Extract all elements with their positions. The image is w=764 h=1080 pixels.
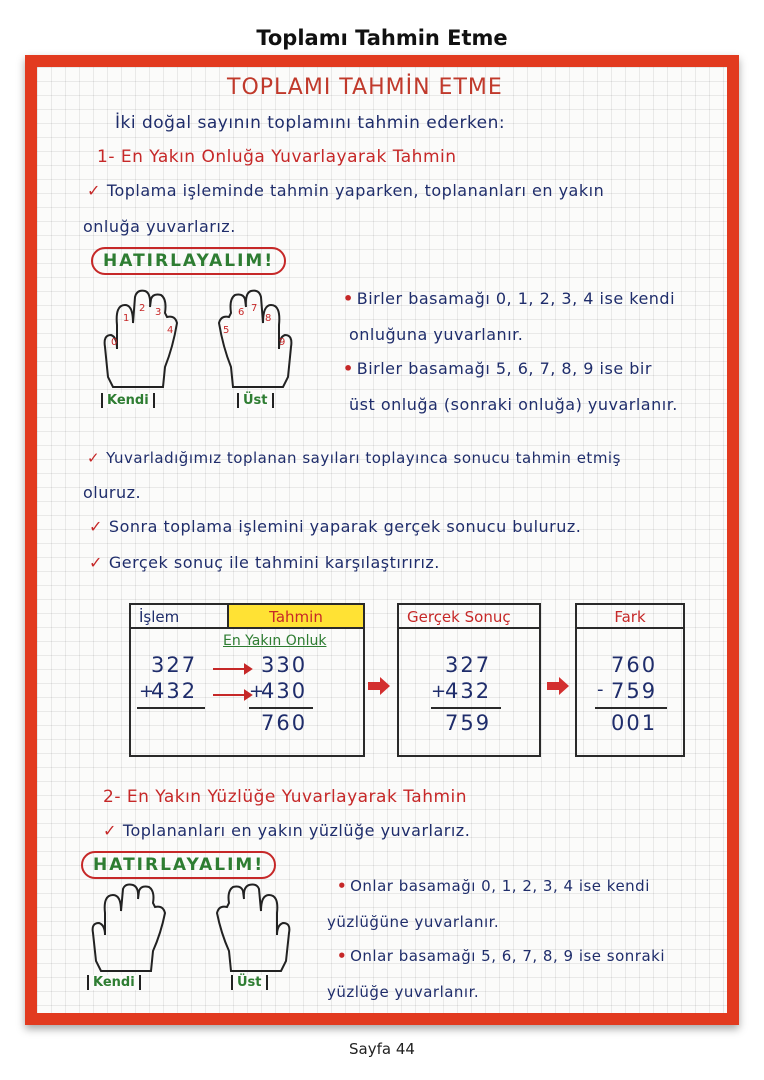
real-sum: 759 bbox=[445, 711, 492, 735]
step-text: Gerçek sonuç ile tahmini karşılaştırırız. bbox=[108, 553, 440, 572]
rule-text: Toplananları en yakın yüzlüğe yuvarlarız. bbox=[122, 821, 471, 840]
rounding-label: En Yakın Onluk bbox=[223, 633, 327, 649]
right-finger-8: 8 bbox=[265, 313, 272, 324]
minus-sign: - bbox=[597, 679, 606, 700]
left-finger-1: 1 bbox=[123, 313, 130, 324]
plus-sign: + bbox=[139, 681, 157, 702]
right-hand-label-1: Üst bbox=[237, 393, 274, 408]
plus-sign: + bbox=[249, 681, 267, 702]
section1-rule-line1 bbox=[87, 181, 604, 200]
bullet-dot: • bbox=[343, 359, 354, 378]
section1-rule-line2: onluğa yuvarlarız. bbox=[83, 217, 236, 236]
sum-line bbox=[431, 707, 501, 709]
col-fark: Fark bbox=[577, 605, 683, 629]
section2-rule bbox=[103, 821, 470, 840]
left-hand-label-1: Kendi bbox=[101, 393, 155, 408]
left-finger-4: 4 bbox=[167, 325, 174, 336]
right-hand-label-2: Üst bbox=[231, 975, 268, 990]
reminder-badge-2: HATIRLAYALIM! bbox=[81, 851, 276, 879]
diff-minuend: 760 bbox=[611, 653, 658, 677]
addend-1: 327 bbox=[151, 653, 198, 677]
s2-bullet2-line1 bbox=[337, 947, 665, 965]
right-finger-6: 6 bbox=[238, 307, 245, 318]
estimate-table bbox=[129, 603, 365, 757]
page-title: Toplamı Tahmin Etme bbox=[256, 26, 508, 50]
notebook-page bbox=[37, 67, 727, 1013]
bullet-dot: • bbox=[343, 289, 354, 308]
bullet1-line2: onluğuna yuvarlanır. bbox=[349, 325, 524, 344]
left-hand-label-2: Kendi bbox=[87, 975, 141, 990]
check-icon: ✓ bbox=[89, 517, 103, 536]
left-hand-icon bbox=[93, 885, 165, 972]
bullet2-line2: üst onluğa (sonraki onluğa) yuvarlanır. bbox=[349, 395, 678, 414]
thick-arrow-icon bbox=[547, 677, 569, 695]
real-addend-1: 327 bbox=[445, 653, 492, 677]
step2 bbox=[89, 517, 581, 536]
step-text: Yuvarladığımız toplanan sayıları toplayınca sonucu tahmin etmiş bbox=[106, 449, 621, 467]
diff-result: 001 bbox=[611, 711, 658, 735]
arrow-right-icon bbox=[213, 665, 251, 699]
right-finger-7: 7 bbox=[251, 303, 258, 314]
bullet-text: Birler basamağı 0, 1, 2, 3, 4 ise kendi bbox=[356, 289, 676, 308]
bullet-dot: • bbox=[337, 877, 348, 895]
notebook-frame bbox=[25, 55, 739, 1025]
rounded-1: 330 bbox=[261, 653, 308, 677]
sum-line bbox=[249, 707, 313, 709]
diff-line bbox=[595, 707, 667, 709]
right-hand-icon bbox=[217, 885, 289, 972]
notes-heading: TOPLAMI TAHMİN ETME bbox=[227, 75, 503, 100]
bullet-text: Onlar basamağı 0, 1, 2, 3, 4 ise kendi bbox=[350, 877, 650, 895]
check-icon: ✓ bbox=[89, 553, 103, 572]
right-finger-9: 9 bbox=[279, 337, 286, 348]
bullet-text: Birler basamağı 5, 6, 7, 8, 9 ise bir bbox=[356, 359, 652, 378]
check-icon: ✓ bbox=[103, 821, 117, 840]
real-result-table bbox=[397, 603, 541, 757]
check-icon: ✓ bbox=[87, 449, 101, 467]
left-finger-2: 2 bbox=[139, 303, 146, 314]
section2-title: 2- En Yakın Yüzlüğe Yuvarlayarak Tahmin bbox=[103, 787, 468, 807]
left-finger-0: 0 bbox=[111, 337, 118, 348]
bullet-dot: • bbox=[337, 947, 348, 965]
diff-subtrahend: 759 bbox=[611, 679, 658, 703]
sum-line bbox=[137, 707, 205, 709]
round-arrows bbox=[211, 663, 253, 703]
col-gercek-sonuc: Gerçek Sonuç bbox=[399, 605, 539, 629]
col-islem: İşlem bbox=[131, 605, 229, 629]
check-icon: ✓ bbox=[87, 181, 101, 200]
bullet1-line1 bbox=[343, 289, 675, 308]
estimate-sum: 760 bbox=[261, 711, 308, 735]
s2-bullet1-line2: yüzlüğüne yuvarlanır. bbox=[327, 913, 500, 931]
real-addend-2: 432 bbox=[445, 679, 492, 703]
step3 bbox=[89, 553, 440, 572]
section1-title: 1- En Yakın Onluğa Yuvarlayarak Tahmin bbox=[97, 147, 457, 167]
left-finger-3: 3 bbox=[155, 307, 162, 318]
step-text: Sonra toplama işlemini yaparak gerçek sonucu buluruz. bbox=[108, 517, 582, 536]
difference-table bbox=[575, 603, 685, 757]
step1-line2: oluruz. bbox=[83, 483, 142, 502]
addend-2: 432 bbox=[151, 679, 198, 703]
right-finger-5: 5 bbox=[223, 325, 230, 336]
plus-sign: + bbox=[431, 681, 449, 702]
step1-line1 bbox=[87, 449, 621, 467]
s2-bullet2-line2: yüzlüğe yuvarlanır. bbox=[327, 983, 480, 1001]
rule-text: Toplama işleminde tahmin yaparken, toplananları en yakın bbox=[106, 181, 605, 200]
bullet2-line1 bbox=[343, 359, 652, 378]
intro-text: İki doğal sayının toplamını tahmin ederken: bbox=[115, 113, 506, 133]
col-tahmin: Tahmin bbox=[229, 605, 363, 629]
s2-bullet1-line1 bbox=[337, 877, 650, 895]
rounded-2: 430 bbox=[261, 679, 308, 703]
page-footer: Sayfa 44 bbox=[349, 1040, 415, 1058]
thick-arrow-icon bbox=[368, 677, 390, 695]
bullet-text: Onlar basamağı 5, 6, 7, 8, 9 ise sonraki bbox=[350, 947, 666, 965]
reminder-badge-1: HATIRLAYALIM! bbox=[91, 247, 286, 275]
